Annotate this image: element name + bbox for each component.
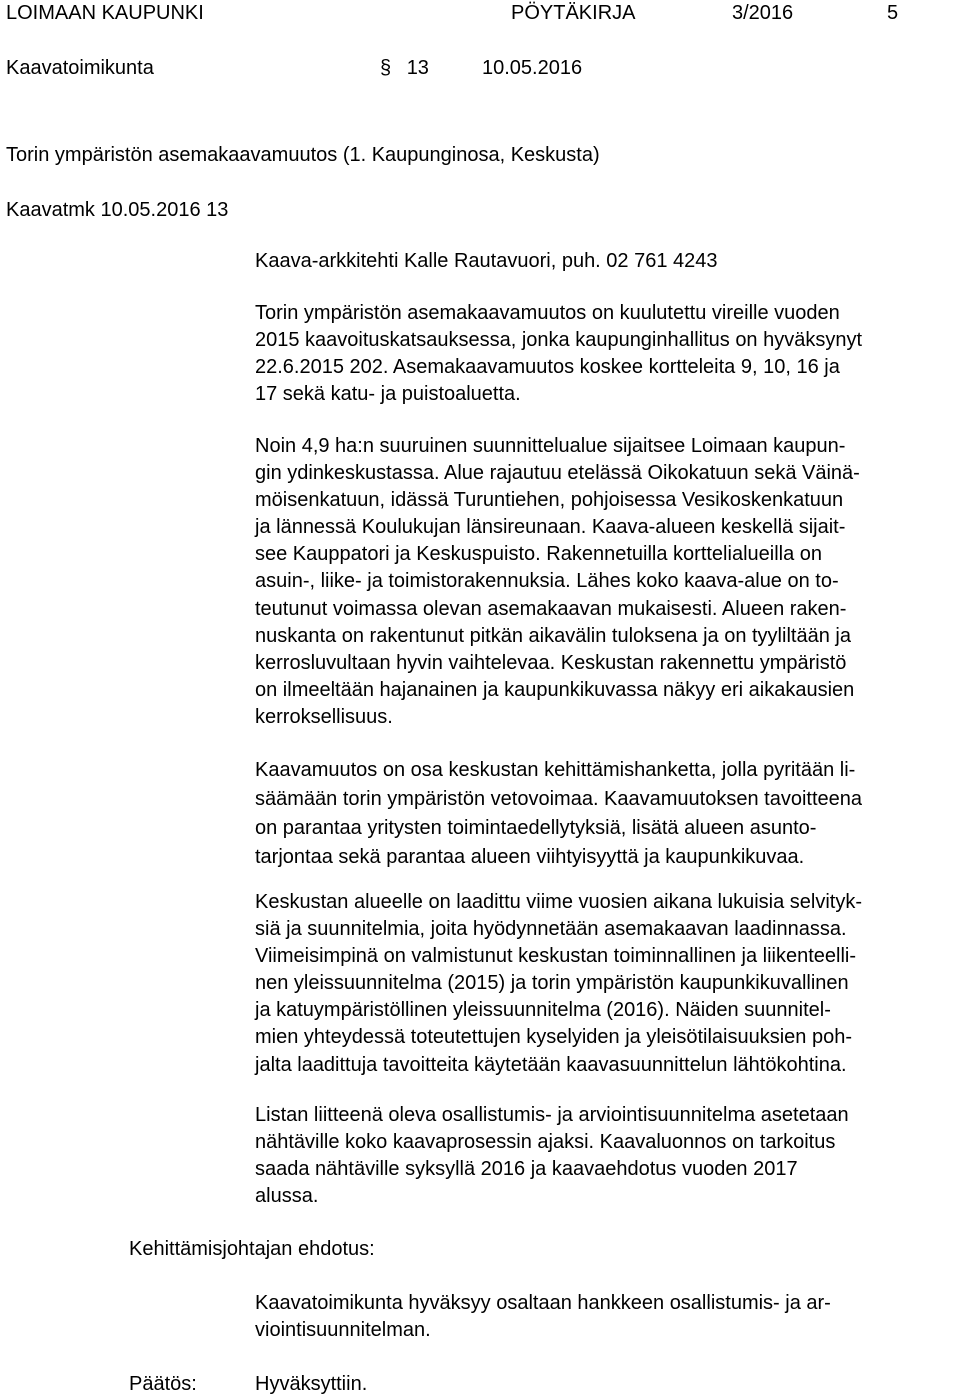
proposal-label: Kehittämisjohtajan ehdotus:	[129, 1238, 375, 1260]
item-reference: Kaavatmk 10.05.2016 13	[6, 199, 229, 221]
item-title: Torin ympäristön asemakaavamuutos (1. Kaupunginosa, Keskusta)	[6, 144, 600, 166]
municipality-name: LOIMAAN KAUPUNKI	[6, 2, 204, 24]
section-number: 13	[406, 57, 429, 79]
meeting-date: 10.05.2016	[482, 57, 583, 79]
document-type: PÖYTÄKIRJA	[511, 2, 636, 24]
paragraph-3: Kaavamuutos on osa keskustan kehittämishanketta, jolla pyritään li- säämään torin ympäristön vetovoimaa. Kaavamuutoksen tavoitteena on parantaa yritysten toimintaedellytyksiä, lisätä alueen asunto- tarjontaa sekä parantaa alueen viihtyisyyttä ja kaupunkikuvaa.	[255, 759, 863, 868]
decision-text: Hyväksyttiin.	[255, 1373, 368, 1395]
section-number-row	[380, 55, 429, 82]
proposal-text: Kaavatoimikunta hyväksyy osaltaan hankkeen osallistumis- ja ar- viointisuunnitelman.	[255, 1292, 831, 1342]
decision-label: Päätös:	[129, 1373, 197, 1395]
document-number: 3/2016	[732, 2, 794, 24]
paragraph-5: Listan liitteenä oleva osallistumis- ja arviointisuunnitelma asetetaan nähtäville koko kaavaprosessin ajaksi. Kaavaluonnos on tarkoitus saada nähtäville syksyllä 2016 ja kaavaehdotus vuoden 2017 alussa.	[255, 1104, 849, 1208]
committee-name: Kaavatoimikunta	[6, 57, 154, 79]
paragraph-2: Noin 4,9 ha:n suuruinen suunnittelualue sijaitsee Loimaan kaupun- gin ydinkeskustassa. Alue rajautuu etelässä Oikokatuun sekä Väinä- möisenkatuun, idässä Turuntiehen, pohjoisessa Vesikoskenkatuun ja lännessä Koulukujan länsireunaan. Kaava-alueen keskellä sijait- see Kauppatori ja Keskuspuisto. Rakennetuilla korttelialueilla on asuin-, liike- ja toimistorakennuksia. Lähes koko kaava-alue on to- teutunut voimassa olevan asemakaavan mukaisesti. Alueen raken- nuskanta on rakentunut pitkän aikavälin tuloksena ja on tyyliltään ja kerrosluvultaan hyvin vaihtelevaa. Keskustan rakennettu ympäristö on ilmeeltään hajanainen ja kaupunkikuvassa näkyy eri aikakausien kerroksellisuus.	[255, 435, 860, 728]
paragraph-4: Keskustan alueelle on laadittu viime vuosien aikana lukuisia selvityk- siä ja suunnitelmia, joita hyödynnetään asemakaavan laadinnassa. Viimeisimpinä on valmistunut keskustan toiminnallinen ja liikenteelli- nen yleissuunnitelma (2015) ja torin ympäristön kaupunkikuvallinen ja katuympäristöllinen yleissuunnitelma (2016). Näiden suunnitel- mien yhteydessä toteutettujen kyselyiden ja yleisötilaisuuksien poh- jalta laadittuja tavoitteita käytetään kaavasuunnittelun lähtökohtina.	[255, 891, 862, 1076]
paragraph-1: Torin ympäristön asemakaavamuutos on kuulutettu vireille vuoden 2015 kaavoituskatsauksessa, jonka kaupunginhallitus on hyväksynyt 22.6.2015 202. Asemakaavamuutos koskee kortteleita 9, 10, 16 ja 17 sekä katu- ja puistoaluetta.	[255, 302, 863, 406]
section-sign-icon: §	[380, 57, 392, 79]
page-number: 5	[887, 2, 899, 24]
preparer-info: Kaava-arkkitehti Kalle Rautavuori, puh. 02 761 4243	[255, 250, 718, 272]
